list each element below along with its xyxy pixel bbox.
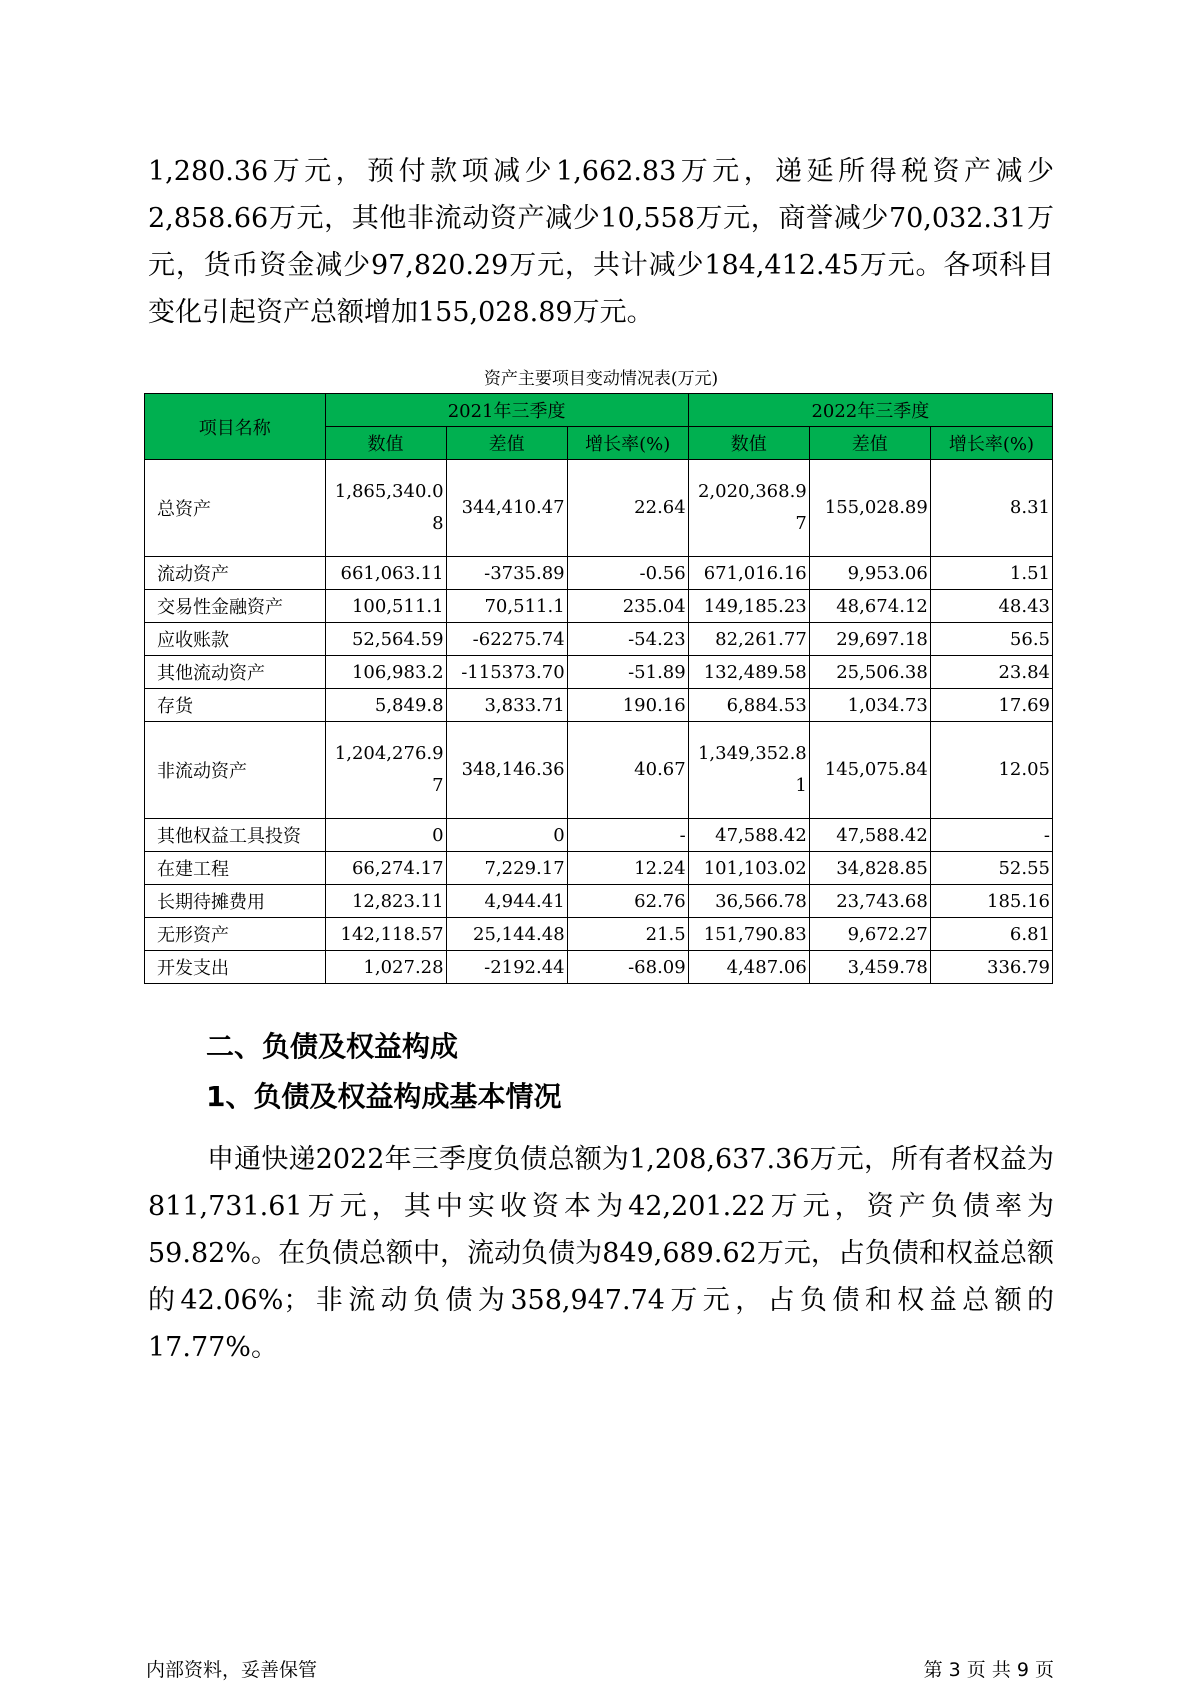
table-cell: 4,944.41 [446,885,567,918]
table-cell: -54.23 [567,623,688,656]
subheader-growth-2022: 增长率(%) [930,427,1052,460]
table-row [145,852,1053,885]
subheader-diff-2022: 差值 [809,427,930,460]
header-2022-q3: 2022年三季度 [688,394,1052,427]
table-cell: - [567,819,688,852]
table-cell: 82,261.77 [688,623,809,656]
table-row [145,590,1053,623]
table-cell: -51.89 [567,656,688,689]
table-cell: 661,063.11 [325,557,446,590]
table-cell: 185.16 [930,885,1052,918]
table-cell: 47,588.42 [809,819,930,852]
table-cell: 1,027.28 [325,951,446,984]
table-cell: 3,833.71 [446,689,567,722]
subheader-value-2021: 数值 [325,427,446,460]
table-row [145,722,1053,819]
paragraph-liabilities: 申通快递2022年三季度负债总额为1,208,637.36万元，所有者权益为811,731.61万元，其中实收资本为42,201.22万元，资产负债率为59.82%。在负债总额中，流动负债为849,689.62万元，占负债和权益总额的42.06%；非流动负债为358,947.74万元，占负债和权益总额的17.77%。 [148,1144,1054,1363]
table-cell: 40.67 [567,722,688,819]
paragraph-asset-changes: 1,280.36万元，预付款项减少1,662.83万元，递延所得税资产减少2,858.66万元，其他非流动资产减少10,558万元，商誉减少70,032.31万元，货币资金减少97,820.29万元，共计减少184,412.45万元。各项科目变化引起资产总额增加155,028.89万元。 [148,156,1054,328]
row-label: 流动资产 [145,557,326,590]
table-cell: - [930,819,1052,852]
table-cell: 29,697.18 [809,623,930,656]
table-cell: 235.04 [567,590,688,623]
table-cell: -68.09 [567,951,688,984]
table-cell: 12.24 [567,852,688,885]
table-cell: 344,410.47 [446,460,567,557]
table-cell: 0 [446,819,567,852]
table-cell: 48.43 [930,590,1052,623]
table-cell: -115373.70 [446,656,567,689]
table-cell: 70,511.1 [446,590,567,623]
footer-confidential-note: 内部资料，妥善保管 [146,1659,318,1681]
table-cell: 6,884.53 [688,689,809,722]
table-cell: -0.56 [567,557,688,590]
table-cell: 2,020,368.97 [688,460,809,557]
table-cell: 47,588.42 [688,819,809,852]
row-label: 其他流动资产 [145,656,326,689]
table-row [145,689,1053,722]
table-row [145,885,1053,918]
row-label: 长期待摊费用 [145,885,326,918]
row-label: 无形资产 [145,918,326,951]
footer-page-number: 第 3 页 共 9 页 [923,1659,1054,1681]
row-label: 存货 [145,689,326,722]
table-cell: 1,204,276.97 [325,722,446,819]
table-cell: 348,146.36 [446,722,567,819]
table-cell: 0 [325,819,446,852]
table-cell: 5,849.8 [325,689,446,722]
table-cell: 23.84 [930,656,1052,689]
row-label: 总资产 [145,460,326,557]
table-cell: 1,349,352.81 [688,722,809,819]
table-cell: 52.55 [930,852,1052,885]
table-cell: 6.81 [930,918,1052,951]
table-cell: 22.64 [567,460,688,557]
table-cell: 132,489.58 [688,656,809,689]
table-cell: 66,274.17 [325,852,446,885]
asset-changes-table [144,393,1053,984]
table-row [145,557,1053,590]
table-cell: 3,459.78 [809,951,930,984]
table-row [145,623,1053,656]
table-cell: 151,790.83 [688,918,809,951]
table-cell: -62275.74 [446,623,567,656]
table-cell: 1.51 [930,557,1052,590]
table-cell: -2192.44 [446,951,567,984]
table-row [145,951,1053,984]
table-cell: 62.76 [567,885,688,918]
table-cell: 190.16 [567,689,688,722]
table-cell: 4,487.06 [688,951,809,984]
header-item-name: 项目名称 [145,394,326,460]
table-cell: 36,566.78 [688,885,809,918]
subheader-diff-2021: 差值 [446,427,567,460]
table-cell: 25,506.38 [809,656,930,689]
row-label: 交易性金融资产 [145,590,326,623]
row-label: 开发支出 [145,951,326,984]
table-cell: 8.31 [930,460,1052,557]
subheader-growth-2021: 增长率(%) [567,427,688,460]
table-cell: 149,185.23 [688,590,809,623]
table-cell: 17.69 [930,689,1052,722]
table-caption: 资产主要项目变动情况表(万元) [483,369,719,389]
row-label: 应收账款 [145,623,326,656]
table-cell: 56.5 [930,623,1052,656]
table-cell: 9,953.06 [809,557,930,590]
table-cell: 100,511.1 [325,590,446,623]
table-cell: 9,672.27 [809,918,930,951]
row-label: 在建工程 [145,852,326,885]
row-label: 其他权益工具投资 [145,819,326,852]
table-row [145,819,1053,852]
subsection-heading: 1、负债及权益构成基本情况 [206,1080,562,1113]
table-cell: 101,103.02 [688,852,809,885]
table-row [145,460,1053,557]
table-cell: 336.79 [930,951,1052,984]
table-cell: 671,016.16 [688,557,809,590]
table-cell: 48,674.12 [809,590,930,623]
table-row [145,656,1053,689]
section-heading: 二、负债及权益构成 [206,1030,459,1063]
table-cell: 23,743.68 [809,885,930,918]
table-cell: -3735.89 [446,557,567,590]
table-row [145,918,1053,951]
header-2021-q3: 2021年三季度 [325,394,688,427]
table-cell: 52,564.59 [325,623,446,656]
table-cell: 155,028.89 [809,460,930,557]
table-cell: 12.05 [930,722,1052,819]
table-cell: 142,118.57 [325,918,446,951]
row-label: 非流动资产 [145,722,326,819]
table-cell: 12,823.11 [325,885,446,918]
subheader-value-2022: 数值 [688,427,809,460]
table-cell: 145,075.84 [809,722,930,819]
table-cell: 21.5 [567,918,688,951]
table-cell: 7,229.17 [446,852,567,885]
table-cell: 1,865,340.08 [325,460,446,557]
table-cell: 34,828.85 [809,852,930,885]
table-cell: 25,144.48 [446,918,567,951]
table-cell: 1,034.73 [809,689,930,722]
table-cell: 106,983.2 [325,656,446,689]
